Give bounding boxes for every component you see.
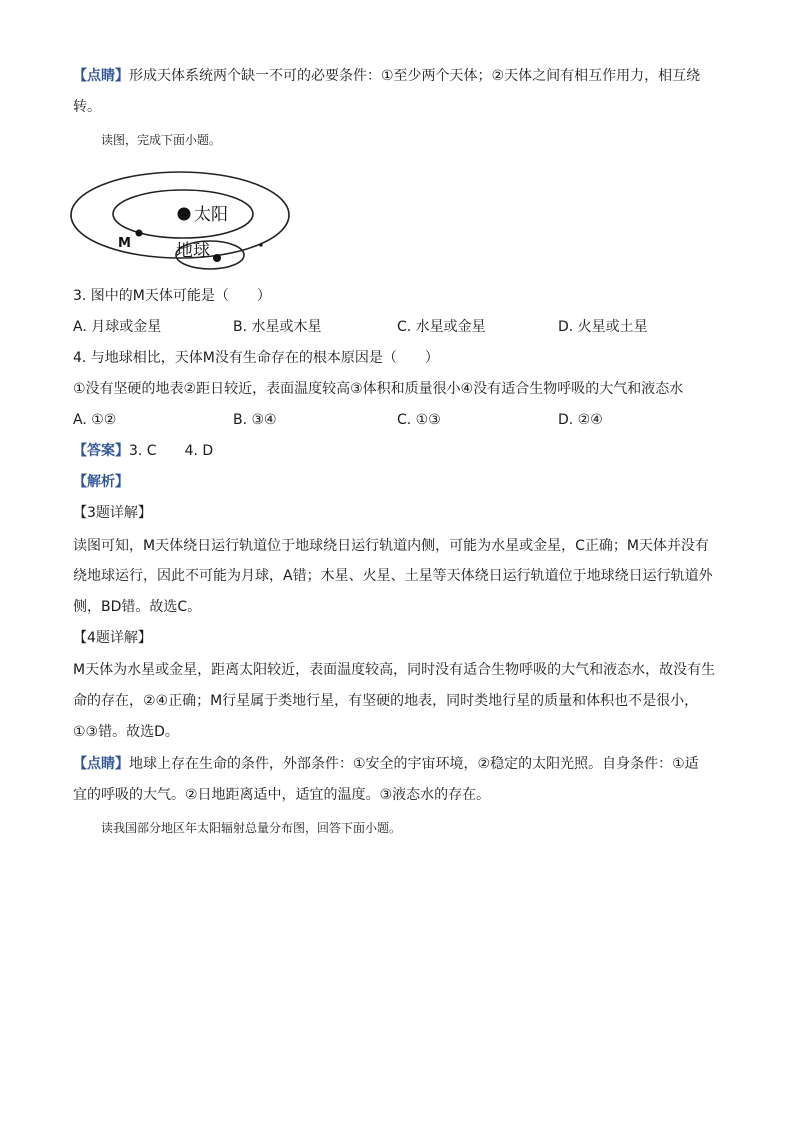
q3-stem: 3. 图中的M天体可能是（ ）	[73, 288, 271, 304]
m-label: M	[118, 236, 131, 251]
q3-option-a: A. 月球或金星	[73, 319, 162, 335]
earth-dot	[213, 254, 221, 262]
analysis-tag: 【解析】	[73, 474, 129, 490]
q3-option-c: C. 水星或金星	[397, 319, 486, 335]
figure-intro: 读图，完成下面小题。	[101, 133, 222, 147]
q4-option-a: A. ①②	[73, 412, 117, 428]
answer-line	[73, 441, 213, 461]
q4-option-b: B. ③④	[233, 412, 277, 428]
answer-text: 3. C 4. D	[129, 443, 214, 459]
tip-text: 形成天体系统两个缺一不可的必要条件：①至少两个天体；②天体之间有相互作用力，相互绕	[129, 68, 701, 84]
earth-label: 地球	[176, 241, 210, 261]
orbit-diagram	[64, 163, 296, 275]
m-dot	[136, 230, 143, 237]
tip-line-1	[73, 66, 700, 86]
tip2-tag: 【点睛】	[73, 756, 129, 772]
q3-option-d: D. 火星或土星	[558, 319, 648, 335]
detail4-line: 命的存在，②④正确；M行星属于类地行星，有坚硬的地表，同时类地行星的质量和体积也不是很小，	[73, 693, 699, 709]
moon-dot	[259, 243, 262, 246]
detail3-line: 侧，BD错。故选C。	[73, 599, 202, 615]
detail3-line: 读图可知，M天体绕日运行轨道位于地球绕日运行轨道内侧，可能为水星或金星，C正确；M天体并没有	[73, 538, 709, 554]
q4-option-d: D. ②④	[558, 412, 603, 428]
tip2-text: 地球上存在生命的条件，外部条件：①安全的宇宙环境，②稳定的太阳光照。自身条件：①适	[129, 756, 699, 772]
q4-option-c: C. ①③	[397, 412, 441, 428]
answer-tag: 【答案】	[73, 443, 129, 459]
detail4-line: ①③错。故选D。	[73, 724, 179, 740]
q4-stem: 4. 与地球相比，天体M没有生命存在的根本原因是（ ）	[73, 350, 439, 366]
detail4-line: M天体为水星或金星，距离太阳较近，表面温度较高，同时没有适合生物呼吸的大气和液态水，故没有生	[73, 662, 716, 678]
tip-line-2: 转。	[73, 99, 101, 115]
detail3-line: 绕地球运行，因此不可能为月球，A错；木星、火星、土星等天体绕日运行轨道位于地球绕日运行轨道外	[73, 568, 713, 584]
q4-conditions: ①没有坚硬的地表②距日较近，表面温度较高③体积和质量很小④没有适合生物呼吸的大气和液态水	[73, 381, 684, 397]
map-intro: 读我国部分地区年太阳辐射总量分布图，回答下面小题。	[101, 821, 402, 835]
sun-label: 太阳	[194, 205, 228, 225]
q3-option-b: B. 水星或木星	[233, 319, 322, 335]
tip2-line-2: 宜的呼吸的大气。②日地距离适中，适宜的温度。③液态水的存在。	[73, 787, 491, 803]
tip-tag: 【点睛】	[73, 68, 129, 84]
tip2-line-1	[73, 754, 699, 774]
detail3-tag: 【3题详解】	[73, 505, 152, 521]
sun-dot	[178, 208, 191, 221]
detail4-tag: 【4题详解】	[73, 630, 152, 646]
